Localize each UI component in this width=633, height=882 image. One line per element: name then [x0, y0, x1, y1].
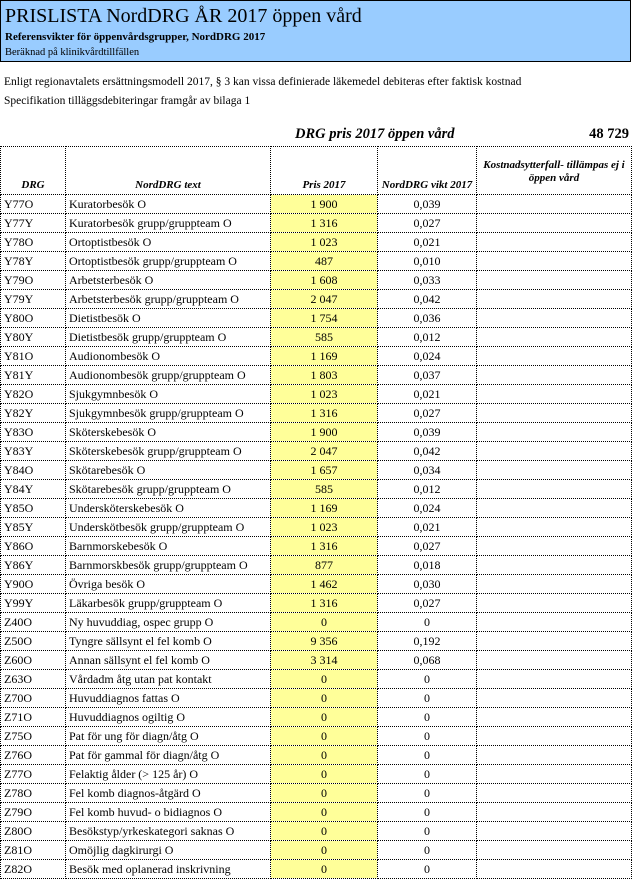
- cell-drg: Z78O: [1, 784, 66, 803]
- cell-price: 1 023: [271, 518, 378, 537]
- table-row: [1, 195, 632, 214]
- cell-price: 0: [271, 765, 378, 784]
- cell-weight: 0,021: [378, 233, 477, 252]
- cell-cost: [477, 727, 632, 746]
- cell-weight: 0,030: [378, 575, 477, 594]
- table-row: [1, 575, 632, 594]
- cell-drg: Y84Y: [1, 480, 66, 499]
- cell-weight: 0,024: [378, 347, 477, 366]
- cell-weight: 0: [378, 670, 477, 689]
- table-row: [1, 214, 632, 233]
- cell-text: Kuratorbesök grupp/gruppteam O: [66, 214, 271, 233]
- cell-text: Ny huvuddiag, ospec grupp O: [66, 613, 271, 632]
- cell-text: Ortoptistbesök grupp/gruppteam O: [66, 252, 271, 271]
- cell-weight: 0,027: [378, 594, 477, 613]
- cell-cost: [477, 746, 632, 765]
- table-row: [1, 822, 632, 841]
- cell-drg: Y83Y: [1, 442, 66, 461]
- cell-drg: Y82O: [1, 385, 66, 404]
- cell-cost: [477, 803, 632, 822]
- price-value: 48 729: [589, 126, 629, 142]
- table-row: [1, 537, 632, 556]
- cell-price: 1 803: [271, 366, 378, 385]
- cell-text: Besökstyp/yrkeskategori saknas O: [66, 822, 271, 841]
- cell-text: Annan sällsynt el fel komb O: [66, 651, 271, 670]
- cell-cost: [477, 651, 632, 670]
- cell-price: 487: [271, 252, 378, 271]
- table-header-row: [1, 147, 632, 195]
- cell-weight: 0: [378, 746, 477, 765]
- cell-drg: Z40O: [1, 613, 66, 632]
- cell-drg: Z63O: [1, 670, 66, 689]
- cell-price: 0: [271, 689, 378, 708]
- cell-text: Fel komb diagnos-åtgärd O: [66, 784, 271, 803]
- table-row: [1, 746, 632, 765]
- cell-text: Barnmorskebesök O: [66, 537, 271, 556]
- cell-text: Sköterskebesök O: [66, 423, 271, 442]
- col-header-text: NordDRG text: [66, 147, 271, 195]
- cell-price: 0: [271, 841, 378, 860]
- cell-drg: Z79O: [1, 803, 66, 822]
- cell-weight: 0,021: [378, 518, 477, 537]
- cell-drg: Y78O: [1, 233, 66, 252]
- cell-cost: [477, 366, 632, 385]
- table-row: [1, 765, 632, 784]
- cell-price: 1 608: [271, 271, 378, 290]
- cell-drg: Z70O: [1, 689, 66, 708]
- table-row: [1, 518, 632, 537]
- cell-text: Tyngre sällsynt el fel komb O: [66, 632, 271, 651]
- cell-cost: [477, 784, 632, 803]
- cell-weight: 0: [378, 613, 477, 632]
- cell-drg: Z50O: [1, 632, 66, 651]
- cell-cost: [477, 271, 632, 290]
- cell-drg: Y82Y: [1, 404, 66, 423]
- cell-text: Felaktig ålder (> 125 år) O: [66, 765, 271, 784]
- cell-drg: Y86O: [1, 537, 66, 556]
- cell-text: Underskötbesök grupp/gruppteam O: [66, 518, 271, 537]
- cell-weight: 0,010: [378, 252, 477, 271]
- table-row: [1, 670, 632, 689]
- cell-price: 2 047: [271, 290, 378, 309]
- table-row: [1, 290, 632, 309]
- table-row: [1, 480, 632, 499]
- cell-text: Sköterskebesök grupp/gruppteam O: [66, 442, 271, 461]
- cell-cost: [477, 537, 632, 556]
- cell-weight: 0,027: [378, 537, 477, 556]
- cell-weight: 0,012: [378, 328, 477, 347]
- col-header-price: Pris 2017: [271, 147, 378, 195]
- table-row: [1, 271, 632, 290]
- cell-weight: 0,021: [378, 385, 477, 404]
- cell-cost: [477, 518, 632, 537]
- table-row: [1, 784, 632, 803]
- page-title: PRISLISTA NordDRG ÅR 2017 öppen vård: [5, 5, 362, 27]
- table-row: [1, 461, 632, 480]
- cell-cost: [477, 195, 632, 214]
- cell-price: 0: [271, 670, 378, 689]
- cell-weight: 0,024: [378, 499, 477, 518]
- drg-table: [0, 146, 632, 879]
- cell-text: Besök med oplanerad inskrivning: [66, 860, 271, 879]
- cell-text: Omöjlig dagkirurgi O: [66, 841, 271, 860]
- cell-weight: 0: [378, 803, 477, 822]
- table-body: [1, 195, 632, 879]
- cell-weight: 0,039: [378, 195, 477, 214]
- cell-price: 585: [271, 480, 378, 499]
- table-row: [1, 252, 632, 271]
- cell-drg: Y86Y: [1, 556, 66, 575]
- cell-cost: [477, 575, 632, 594]
- cell-text: Övriga besök O: [66, 575, 271, 594]
- cell-cost: [477, 233, 632, 252]
- col-header-cost: Kostnadsytterfall- tillämpas ej i öppen vård: [477, 147, 632, 195]
- cell-text: Huvuddiagnos fattas O: [66, 689, 271, 708]
- cell-text: Ortoptistbesök O: [66, 233, 271, 252]
- cell-text: Kuratorbesök O: [66, 195, 271, 214]
- cell-cost: [477, 689, 632, 708]
- cell-cost: [477, 765, 632, 784]
- cell-text: Arbetsterbesök O: [66, 271, 271, 290]
- cell-cost: [477, 347, 632, 366]
- cell-weight: 0,042: [378, 442, 477, 461]
- cell-price: 1 900: [271, 195, 378, 214]
- cell-price: 0: [271, 746, 378, 765]
- table-row: [1, 632, 632, 651]
- header-banner: [0, 0, 631, 62]
- cell-cost: [477, 860, 632, 879]
- cell-price: 0: [271, 613, 378, 632]
- cell-price: 1 900: [271, 423, 378, 442]
- cell-weight: 0: [378, 689, 477, 708]
- cell-cost: [477, 461, 632, 480]
- cell-drg: Y84O: [1, 461, 66, 480]
- cell-text: Fel komb huvud- o bidiagnos O: [66, 803, 271, 822]
- cell-drg: Y90O: [1, 575, 66, 594]
- cell-drg: Z71O: [1, 708, 66, 727]
- cell-drg: Y78Y: [1, 252, 66, 271]
- cell-price: 9 356: [271, 632, 378, 651]
- cell-weight: 0,027: [378, 214, 477, 233]
- cell-price: 1 754: [271, 309, 378, 328]
- cell-weight: 0: [378, 860, 477, 879]
- table-row: [1, 499, 632, 518]
- table-row: [1, 727, 632, 746]
- table-row: [1, 860, 632, 879]
- cell-text: Huvuddiagnos ogiltig O: [66, 708, 271, 727]
- table-row: [1, 423, 632, 442]
- table-row: [1, 309, 632, 328]
- cell-drg: Y77Y: [1, 214, 66, 233]
- cell-price: 1 462: [271, 575, 378, 594]
- table-row: [1, 404, 632, 423]
- cell-cost: [477, 404, 632, 423]
- table-row: [1, 366, 632, 385]
- price-label: DRG pris 2017 öppen vård: [295, 126, 455, 142]
- cell-price: 1 023: [271, 385, 378, 404]
- cell-drg: Z81O: [1, 841, 66, 860]
- cell-cost: [477, 480, 632, 499]
- cell-drg: Z80O: [1, 822, 66, 841]
- page-subtitle: Referensvikter för öppenvårdsgrupper, NordDRG 2017: [5, 31, 266, 43]
- cell-price: 2 047: [271, 442, 378, 461]
- cell-text: Audionombesök grupp/gruppteam O: [66, 366, 271, 385]
- cell-price: 1 316: [271, 537, 378, 556]
- cell-text: Sjukgymnbesök grupp/gruppteam O: [66, 404, 271, 423]
- cell-cost: [477, 442, 632, 461]
- cell-weight: 0,037: [378, 366, 477, 385]
- cell-drg: Z77O: [1, 765, 66, 784]
- cell-text: Pat för ung för diagn/åtg O: [66, 727, 271, 746]
- cell-price: 0: [271, 860, 378, 879]
- cell-text: Sjukgymnbesök O: [66, 385, 271, 404]
- cell-weight: 0,012: [378, 480, 477, 499]
- cell-drg: Y99Y: [1, 594, 66, 613]
- cell-weight: 0,068: [378, 651, 477, 670]
- cell-text: Skötarebesök grupp/gruppteam O: [66, 480, 271, 499]
- cell-text: Audionombesök O: [66, 347, 271, 366]
- cell-weight: 0,039: [378, 423, 477, 442]
- cell-price: 1 316: [271, 404, 378, 423]
- cell-text: Dietistbesök grupp/gruppteam O: [66, 328, 271, 347]
- cell-drg: Y79O: [1, 271, 66, 290]
- cell-drg: Y77O: [1, 195, 66, 214]
- table-row: [1, 442, 632, 461]
- cell-drg: Y80Y: [1, 328, 66, 347]
- cell-drg: Y83O: [1, 423, 66, 442]
- cell-weight: 0,018: [378, 556, 477, 575]
- cell-weight: 0,034: [378, 461, 477, 480]
- note-line-1: Enligt regionavtalets ersättningsmodell 2017, § 3 kan vissa definierade läkemedel debiteras efter faktisk kostnad: [4, 76, 522, 88]
- page-subtitle-2: Beräknad på klinikvårdtillfällen: [5, 47, 140, 58]
- cell-weight: 0: [378, 765, 477, 784]
- table-row: [1, 328, 632, 347]
- cell-price: 0: [271, 784, 378, 803]
- table-row: [1, 347, 632, 366]
- cell-text: Arbetsterbesök grupp/gruppteam O: [66, 290, 271, 309]
- cell-cost: [477, 594, 632, 613]
- table-row: [1, 651, 632, 670]
- col-header-weight: NordDRG vikt 2017: [378, 147, 477, 195]
- cell-cost: [477, 613, 632, 632]
- cell-price: 877: [271, 556, 378, 575]
- table-row: [1, 708, 632, 727]
- cell-drg: Y81Y: [1, 366, 66, 385]
- cell-weight: 0,192: [378, 632, 477, 651]
- cell-drg: Z75O: [1, 727, 66, 746]
- cell-cost: [477, 385, 632, 404]
- note-line-2: Specifikation tilläggsdebiteringar framgår av bilaga 1: [4, 95, 251, 107]
- cell-price: 585: [271, 328, 378, 347]
- cell-weight: 0,033: [378, 271, 477, 290]
- cell-text: Vårdadm åtg utan pat kontakt: [66, 670, 271, 689]
- cell-price: 0: [271, 822, 378, 841]
- cell-weight: 0: [378, 822, 477, 841]
- cell-text: Läkarbesök grupp/gruppteam O: [66, 594, 271, 613]
- cell-cost: [477, 670, 632, 689]
- cell-price: 1 316: [271, 594, 378, 613]
- cell-cost: [477, 309, 632, 328]
- cell-drg: Y81O: [1, 347, 66, 366]
- cell-cost: [477, 252, 632, 271]
- cell-price: 1 169: [271, 347, 378, 366]
- cell-cost: [477, 328, 632, 347]
- cell-weight: 0: [378, 708, 477, 727]
- cell-text: Undersköterskebesök O: [66, 499, 271, 518]
- cell-cost: [477, 499, 632, 518]
- cell-cost: [477, 822, 632, 841]
- cell-cost: [477, 556, 632, 575]
- cell-price: 1 657: [271, 461, 378, 480]
- cell-cost: [477, 423, 632, 442]
- cell-cost: [477, 214, 632, 233]
- col-header-drg: DRG: [1, 147, 66, 195]
- cell-text: Barnmorskbesök grupp/gruppteam O: [66, 556, 271, 575]
- table-row: [1, 594, 632, 613]
- cell-price: 0: [271, 727, 378, 746]
- cell-drg: Z60O: [1, 651, 66, 670]
- table-row: [1, 803, 632, 822]
- cell-price: 0: [271, 708, 378, 727]
- cell-weight: 0,042: [378, 290, 477, 309]
- cell-price: 3 314: [271, 651, 378, 670]
- cell-text: Pat för gammal för diagn/åtg O: [66, 746, 271, 765]
- table-row: [1, 689, 632, 708]
- cell-cost: [477, 841, 632, 860]
- table-row: [1, 613, 632, 632]
- cell-price: 1 023: [271, 233, 378, 252]
- cell-text: Dietistbesök O: [66, 309, 271, 328]
- cell-weight: 0,036: [378, 309, 477, 328]
- cell-cost: [477, 708, 632, 727]
- cell-price: 1 316: [271, 214, 378, 233]
- cell-weight: 0: [378, 784, 477, 803]
- cell-text: Skötarebesök O: [66, 461, 271, 480]
- table-row: [1, 841, 632, 860]
- cell-weight: 0,027: [378, 404, 477, 423]
- cell-price: 1 169: [271, 499, 378, 518]
- table-row: [1, 233, 632, 252]
- cell-cost: [477, 290, 632, 309]
- cell-weight: 0: [378, 841, 477, 860]
- cell-price: 0: [271, 803, 378, 822]
- cell-drg: Y80O: [1, 309, 66, 328]
- cell-drg: Y85Y: [1, 518, 66, 537]
- cell-drg: Y79Y: [1, 290, 66, 309]
- cell-drg: Z76O: [1, 746, 66, 765]
- table-row: [1, 385, 632, 404]
- cell-drg: Z82O: [1, 860, 66, 879]
- table-row: [1, 556, 632, 575]
- cell-cost: [477, 632, 632, 651]
- cell-weight: 0: [378, 727, 477, 746]
- cell-drg: Y85O: [1, 499, 66, 518]
